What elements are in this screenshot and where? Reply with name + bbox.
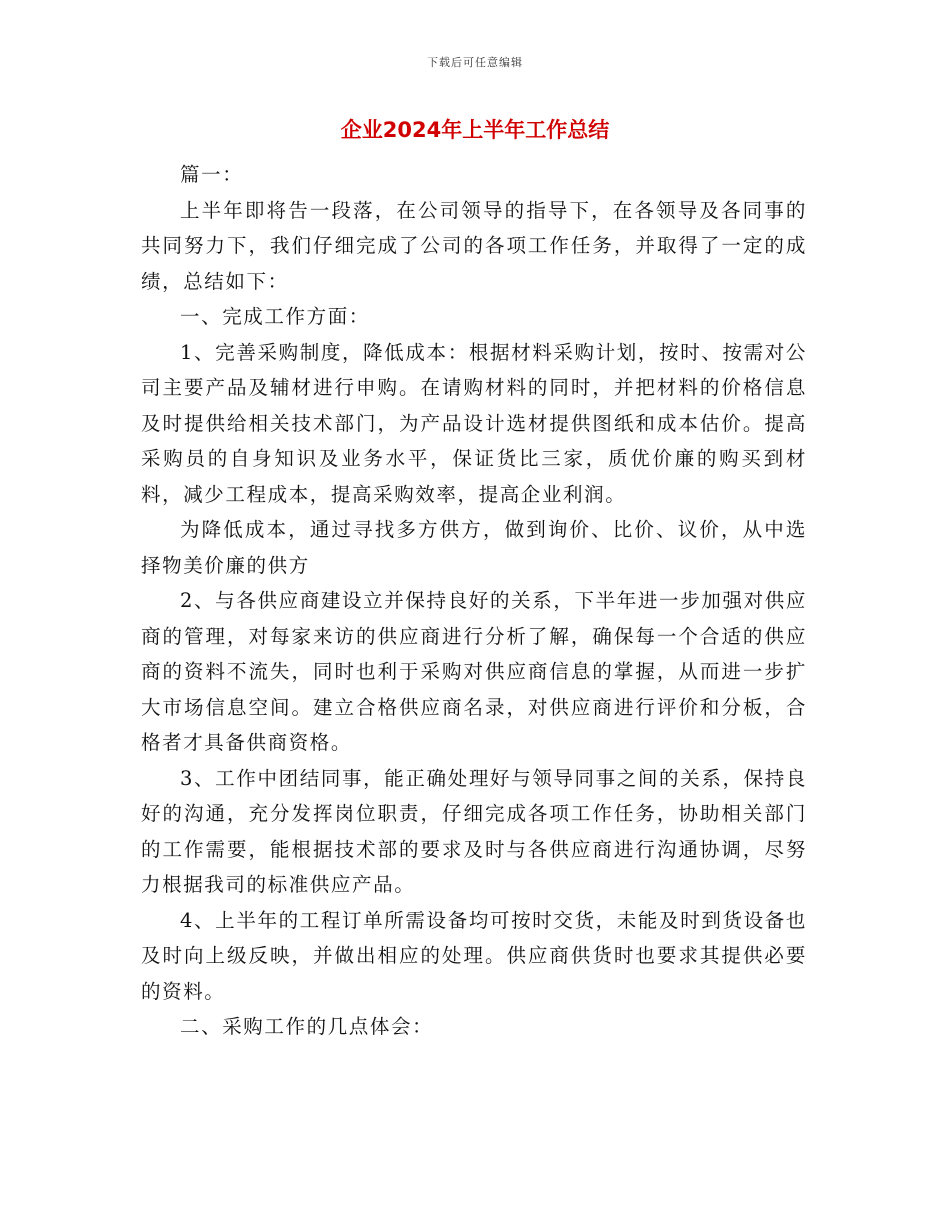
section-heading: 二、采购工作的几点体会： <box>180 1015 434 1038</box>
paragraph-note: 为降低成本，通过寻找多方供方，做到询价、比价、议价，从中选择物美价廉的供方 <box>141 518 807 577</box>
document-body <box>141 157 807 1045</box>
paragraph-item-1: 1、完善采购制度，降低成本：根据材料采购计划，按时、按需对公司主要产品及辅材进行申购。在请购材料的同时，并把材料的价格信息及时提供给相关技术部门，为产品设计选材提供图纸和成本估价。提高采购员的自身知识及业务水平，保证货比三家，质优价廉的购买到材料，减少工程成本，提高采购效率，提高企业利润。 <box>141 340 807 506</box>
header-note: 下载后可任意编辑 <box>427 56 523 69</box>
document-title: 企业2024年上半年工作总结 <box>340 118 610 142</box>
section-label: 篇一： <box>180 163 244 186</box>
section-heading: 一、完成工作方面： <box>180 305 370 328</box>
intro-paragraph: 上半年即将告一段落，在公司领导的指导下，在各领导及各同事的共同努力下，我们仔细完成了公司的各项工作任务，并取得了一定的成绩，总结如下： <box>141 198 807 293</box>
paragraph-item-3: 3、工作中团结同事，能正确处理好与领导同事之间的关系，保持良好的沟通，充分发挥岗位职责，仔细完成各项工作任务，协助相关部门的工作需要，能根据技术部的要求及时与各供应商进行沟通协调，尽努力根据我司的标准供应产品。 <box>141 766 807 896</box>
paragraph-item-2: 2、与各供应商建设立并保持良好的关系，下半年进一步加强对供应商的管理，对每家来访的供应商进行分析了解，确保每一个合适的供应商的资料不流失，同时也利于采购对供应商信息的掌握，从而进一步扩大市场信息空间。建立合格供应商名录，对供应商进行评价和分板，合格者才具备供商资格。 <box>141 589 807 754</box>
paragraph-item-4: 4、上半年的工程订单所需设备均可按时交货，未能及时到货设备也及时向上级反映，并做出相应的处理。供应商供货时也要求其提供必要的资料。 <box>141 908 807 1003</box>
